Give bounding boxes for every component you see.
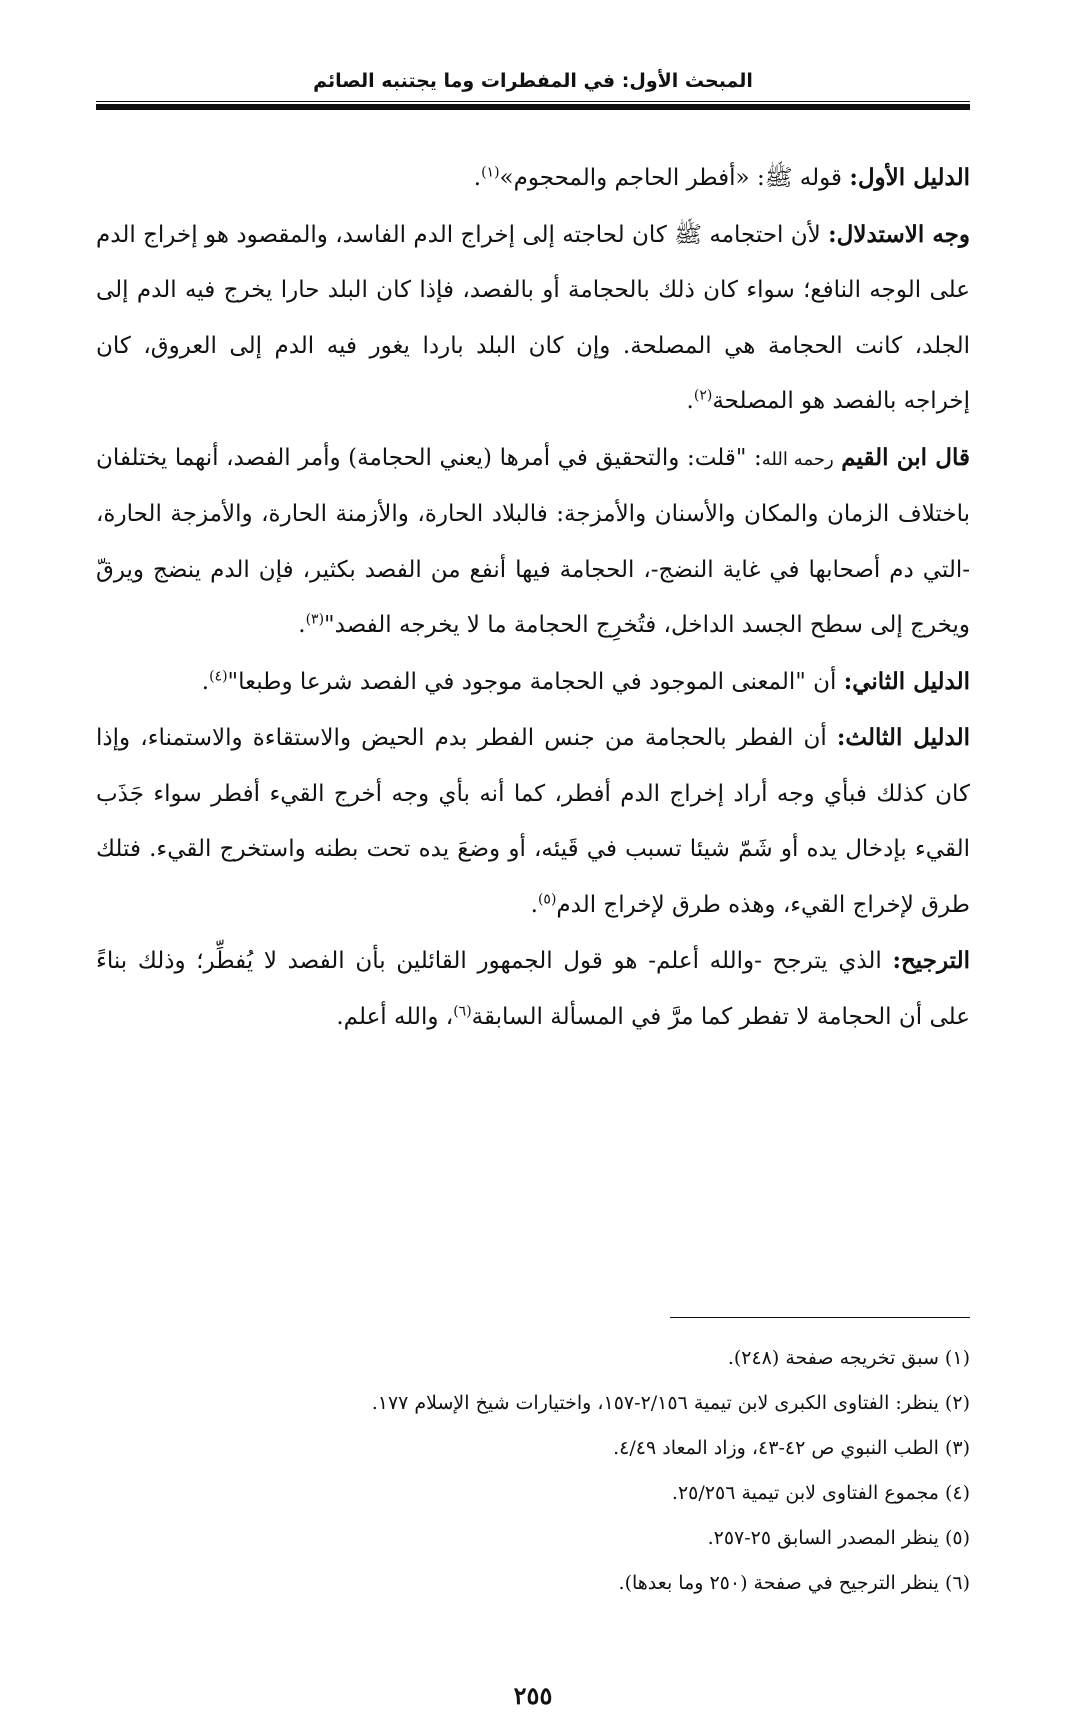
paragraph-heading: الدليل الأول: [849,164,970,191]
paragraph-tail: . [530,891,538,918]
paragraph-evidence-3 [96,710,970,933]
paragraph-tail: ، والله أعلم. [336,1003,454,1030]
paragraph-heading: قال ابن القيم [841,443,971,471]
footnote-marker: (٢) [693,387,713,404]
footnote-marker: (٥) [537,890,557,907]
running-header: المبحث الأول: في المفطرات وما يجتنبه الصائم [313,70,753,92]
paragraph-evidence-2 [96,654,970,711]
header-divider-thick [96,104,970,110]
paragraph-reasoning [96,207,970,430]
paragraph-conclusion [96,933,970,1045]
paragraph-heading: وجه الاستدلال: [828,220,970,248]
paragraph-text: الذي يترجح -والله أعلم- هو قول الجمهور القائلين بأن الفصد لا يُفطِّر؛ وذلك بناءً على أن الحجامة لا تفطر كما مرَّ في المسألة السابقة [96,948,970,1030]
page-number: ٢٥٥ [513,1681,553,1710]
paragraph-text: لأن احتجامه ﷺ كان لحاجته إلى إخراج الدم الفاسد، والمقصود هو إخراج الدم على الوجه النافع؛ سواء كان ذلك بالحجامة أو بالفصد، فإذا كان البلد حارا يخرج فيه الدم إلى الجلد، كانت الحجامة هي المصلحة. وإن كان البلد باردا يغور فيه الدم إلى العروق، كان إخراجه بالفصد هو المصلحة [96,221,970,414]
paragraph-heading: الترجيح: [892,947,970,974]
footnote-marker: (١) [481,164,500,181]
paragraph-text: قوله ﷺ: «أفطر الحاجم والمحجوم» [499,165,850,191]
paragraph-text: أن الفطر بالحجامة من جنس الفطر بدم الحيض والاستقاءة والاستمناء، وإذا كان كذلك فبأي وجه أراد إخراج الدم أفطر، كما أنه بأي وجه أخرج القيء أفطر سواء جَذَب القيء بإدخال يده أو شَمّ شيئا تسبب في قَيئه، أو وضعَ يده تحت بطنه واستخرج القيء. فتلك طرق لإخراج القيء، وهذه طرق لإخراج الدم [96,725,970,918]
footnote-item: (٤) مجموع الفتاوى لابن تيمية ٢٥/٢٥٦. [671,1482,970,1504]
footnote-marker: (٤) [209,667,228,684]
footnote-item: (١) سبق تخريجه صفحة (٢٤٨). [727,1347,970,1369]
paragraph-evidence-1 [96,150,970,207]
footnote-marker: (٣) [305,611,325,628]
paragraph-tail: . [473,165,482,191]
footnote-divider [670,1317,970,1318]
paragraph-text: أن "المعنى الموجود في الحجامة موجود في الفصد شرعا وطبعا" [227,668,844,695]
footnote-marker: (٦) [453,1002,472,1019]
footnote-item: (٣) الطب النبوي ص ٤٢-٤٣، وزاد المعاد ٤/٤٩. [613,1437,970,1459]
paragraph-tail: . [686,388,694,414]
main-text [96,150,970,1045]
footnotes [96,1336,970,1606]
paragraph-heading: الدليل الثالث: [836,724,971,751]
paragraph-tail: . [201,668,210,695]
paragraph-text: : "قلت: والتحقيق في أمرها (يعني الحجامة) وأمر الفصد، أنهما يختلفان باختلاف الزمان والمكان والأسنان والأمزجة: فالبلاد الحارة، والأزمنة الحارة، والأمزجة الحارة، -التي دم أصحابها في غاية النضج-، الحجامة فيها أنفع من الفصد بكثير، فإن الدم ينضج ويرقّ ويخرج إلى سطح الجسد الداخل، فتُخرِج الحجامة ما لا يخرجه الفصد" [96,444,970,638]
header-divider-thin [96,101,970,102]
honorific-symbol: رحمه الله [761,448,834,470]
paragraph-heading: الدليل الثاني: [843,667,970,695]
footnote-item: (٢) ينظر: الفتاوى الكبرى لابن تيمية ٢/١٥٦-١٥٧، واختيارات شيخ الإسلام ١٧٧. [371,1392,970,1414]
footnote-item: (٦) ينظر الترجيح في صفحة (٢٥٠ وما بعدها). [618,1572,970,1594]
paragraph-ibn-qayyim [96,430,970,654]
paragraph-tail: . [298,612,306,638]
footnote-item: (٥) ينظر المصدر السابق ٢٥-٢٥٧. [707,1527,970,1549]
